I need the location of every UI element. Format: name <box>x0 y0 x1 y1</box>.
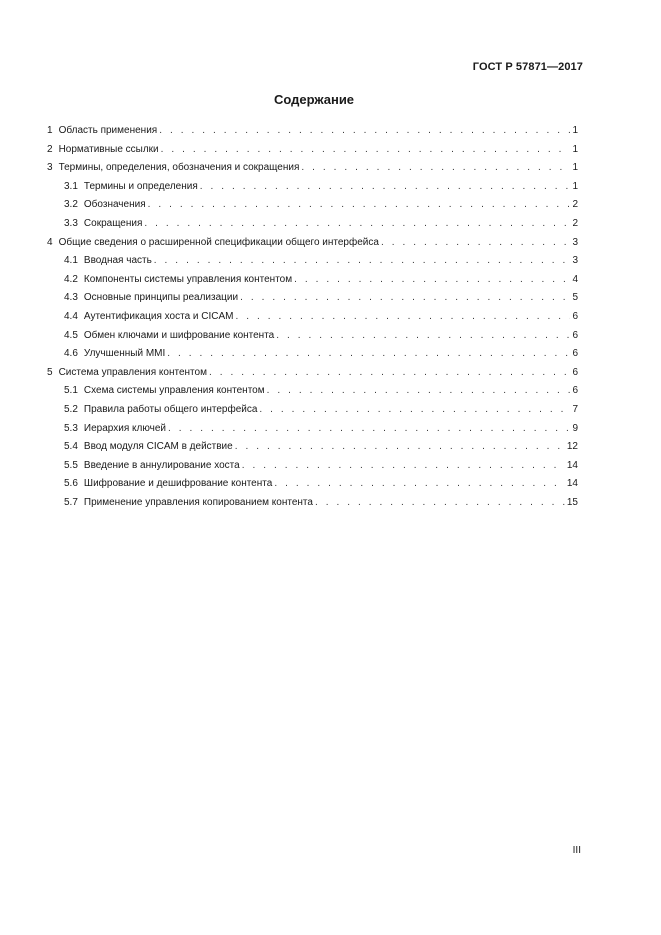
toc-entry-title: Общие сведения о расширенной спецификации общего интерфейса <box>58 236 379 248</box>
toc-entry-page: 1 <box>572 125 578 136</box>
toc-entry-page: 3 <box>572 236 578 248</box>
toc-entry-page: 7 <box>572 403 578 415</box>
toc-dot-leader <box>276 327 570 346</box>
toc-dot-leader <box>144 215 570 234</box>
toc-entry-page: 9 <box>572 422 578 434</box>
toc-entry-page: 6 <box>572 385 578 397</box>
toc-entry[interactable] <box>47 159 578 178</box>
toc-subentry[interactable] <box>47 308 578 327</box>
toc-entry-page: 5 <box>572 292 578 304</box>
toc-entry-number: 4 <box>47 236 53 248</box>
toc-subentry[interactable] <box>47 475 578 494</box>
toc-subentry[interactable] <box>47 457 578 476</box>
toc-dot-leader <box>315 494 565 513</box>
toc-entry-page: 6 <box>572 310 578 322</box>
toc-entry-page: 2 <box>572 199 578 211</box>
toc-entry-number: 4.4 <box>64 310 78 322</box>
toc-entry-title: Ввод модуля CICAM в действие <box>83 441 233 453</box>
toc-entry-number: 5.7 <box>64 496 78 508</box>
toc-entry-page: 2 <box>572 217 578 229</box>
toc-subentry[interactable] <box>47 401 578 420</box>
toc-entry-number: 5.1 <box>64 385 78 397</box>
toc-subentry[interactable] <box>47 420 578 439</box>
toc-entry-title: Схема системы управления контентом <box>83 385 265 397</box>
toc-dot-leader <box>242 457 565 476</box>
toc-subentry[interactable] <box>47 196 578 215</box>
toc-subentry[interactable] <box>47 271 578 290</box>
toc-dot-leader <box>168 420 570 439</box>
toc-entry-number: 5.6 <box>64 478 78 490</box>
toc-entry-number: 4.6 <box>64 348 78 360</box>
toc-dot-leader <box>274 475 565 494</box>
toc-dot-leader <box>381 234 570 253</box>
toc-entry-title: Аутентификация хоста и CICAM <box>83 310 234 322</box>
toc-entry-number: 2 <box>47 143 53 155</box>
toc-subentry[interactable] <box>47 178 578 197</box>
page-number: III <box>572 845 581 856</box>
toc-entry-number: 5.4 <box>64 441 78 453</box>
standard-code: ГОСТ Р 57871—2017 <box>472 61 583 73</box>
toc-dot-leader <box>240 289 570 308</box>
toc-entry-number: 3.2 <box>64 199 78 211</box>
toc-entry-page: 12 <box>566 441 578 453</box>
toc-entry-page: 1 <box>572 180 578 192</box>
toc-entry[interactable] <box>47 122 578 141</box>
toc-subentry[interactable] <box>47 252 578 271</box>
toc-dot-leader <box>236 308 570 327</box>
toc-dot-leader <box>161 141 570 160</box>
toc-entry-page: 14 <box>566 459 578 471</box>
toc-entry-title: Обмен ключами и шифрование контента <box>83 329 275 341</box>
toc-entry-title: Правила работы общего интерфейса <box>83 403 258 415</box>
toc-entry-number: 5.3 <box>64 422 78 434</box>
toc-entry-title: Сокращения <box>83 217 143 229</box>
toc-entry-title: Компоненты системы управления контентом <box>83 273 293 285</box>
toc-entry-page: 1 <box>572 162 578 174</box>
toc-entry-number: 4.3 <box>64 292 78 304</box>
toc-entry-number: 1 <box>47 125 53 136</box>
toc-entry-page: 3 <box>572 255 578 267</box>
toc-dot-leader <box>209 364 570 383</box>
toc-entry-title: Основные принципы реализации <box>83 292 239 304</box>
toc-dot-leader <box>154 252 570 271</box>
toc-subentry[interactable] <box>47 345 578 364</box>
toc-entry-page: 14 <box>566 478 578 490</box>
toc-entry-number: 3.1 <box>64 180 78 192</box>
toc-entry-title: Система управления контентом <box>58 366 207 378</box>
toc-entry-number: 5.2 <box>64 403 78 415</box>
page-title: Содержание <box>273 92 355 107</box>
toc-entry[interactable] <box>47 364 578 383</box>
toc-dot-leader <box>235 438 565 457</box>
toc-entry-title: Шифрование и дешифрование контента <box>83 478 273 490</box>
toc-entry-page: 6 <box>572 329 578 341</box>
toc-dot-leader <box>200 178 570 197</box>
toc-entry-number: 4.1 <box>64 255 78 267</box>
toc-dot-leader <box>294 271 570 290</box>
toc-entry-number: 4.5 <box>64 329 78 341</box>
toc-entry-title: Термины и определения <box>83 180 198 192</box>
toc-entry-page: 6 <box>572 366 578 378</box>
toc-entry-title: Применение управления копированием контента <box>83 496 313 508</box>
toc-entry-page: 15 <box>566 496 578 508</box>
toc-entry[interactable] <box>47 141 578 160</box>
toc-dot-leader <box>167 345 570 364</box>
toc-entry-title: Область применения <box>58 125 158 136</box>
toc-dot-leader <box>259 401 570 420</box>
toc-entry-number: 4.2 <box>64 273 78 285</box>
toc-subentry[interactable] <box>47 289 578 308</box>
toc-entry-page: 4 <box>572 273 578 285</box>
toc-subentry[interactable] <box>47 327 578 346</box>
toc-dot-leader <box>301 159 570 178</box>
toc-entry[interactable] <box>47 234 578 253</box>
toc-subentry[interactable] <box>47 494 578 513</box>
toc-entry-number: 5 <box>47 366 53 378</box>
toc-entry-title: Вводная часть <box>83 255 152 267</box>
toc-dot-leader <box>148 196 570 215</box>
toc-entry-title: Нормативные ссылки <box>58 143 159 155</box>
toc-subentry[interactable] <box>47 438 578 457</box>
toc-entry-page: 1 <box>572 143 578 155</box>
toc-dot-leader <box>267 382 570 401</box>
table-of-contents <box>47 122 578 512</box>
toc-entry-title: Улучшенный MMI <box>83 348 166 360</box>
toc-subentry[interactable] <box>47 215 578 234</box>
toc-entry-page: 6 <box>572 348 578 360</box>
toc-dot-leader <box>159 122 570 141</box>
toc-entry-title: Обозначения <box>83 199 146 211</box>
toc-subentry[interactable] <box>47 382 578 401</box>
toc-entry-number: 3.3 <box>64 217 78 229</box>
toc-entry-title: Введение в аннулирование хоста <box>83 459 240 471</box>
toc-entry-number: 5.5 <box>64 459 78 471</box>
toc-entry-title: Термины, определения, обозначения и сокращения <box>58 162 300 174</box>
toc-entry-number: 3 <box>47 162 53 174</box>
toc-entry-title: Иерархия ключей <box>83 422 166 434</box>
